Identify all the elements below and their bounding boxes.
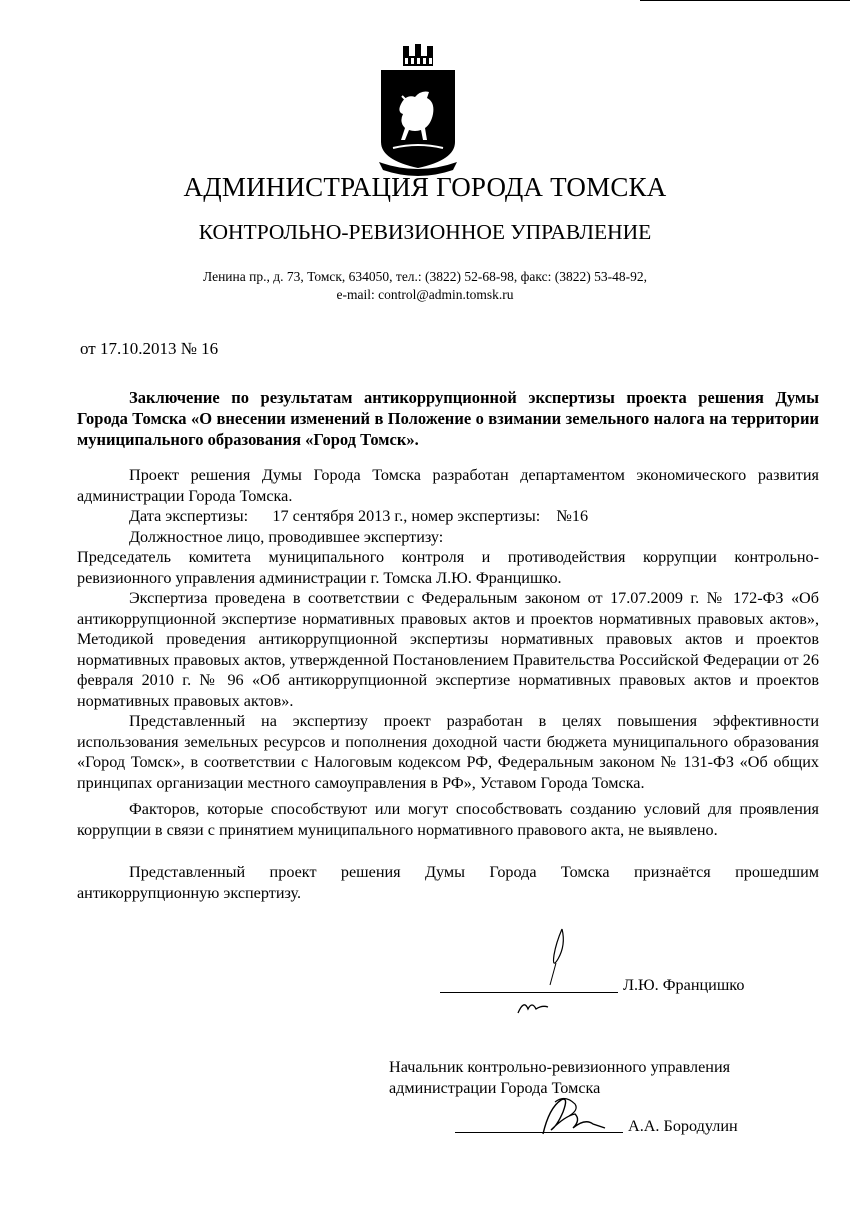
handwritten-signature-1 <box>500 925 590 1020</box>
official-label: Должностное лицо, проводившее экспертизу: <box>129 527 444 546</box>
paragraph-purpose: Представленный на экспертизу проект разработан в целях повышения эффективности использования земельных ресурсов и пополнения доходной части бюджета муниципального образования «Город Томск», в соответствии с Налоговым кодексом РФ, Федеральным законом № 131-ФЗ «Об общих принципах организации местного самоуправления в РФ», Уставом Города Томска. <box>77 712 819 792</box>
department-name: КОНТРОЛЬНО-РЕВИЗИОННОЕ УПРАВЛЕНИЕ <box>198 220 652 244</box>
address-line: Ленина пр., д. 73, Томск, 634050, тел.: (3822) 52-68-98, факс: (3822) 53-48-92, <box>203 269 647 284</box>
document-date-number: от 17.10.2013 № 16 <box>80 339 219 358</box>
signature-line-2 <box>455 1132 623 1133</box>
crown-icon <box>403 44 433 66</box>
coat-of-arms-emblem <box>373 42 463 177</box>
document-title: Заключение по результатам антикоррупционной экспертизы проекта решения Думы Города Томска «О внесении изменений в Положение о взимании земельного налога на территории муниципального образования «Город Томск». <box>77 388 819 449</box>
email-line: e-mail: control@admin.tomsk.ru <box>336 287 514 302</box>
signer-name-2: А.А. Бородулин <box>628 1117 738 1135</box>
paragraph-legal-basis: Экспертиза проведена в соответствии с Федеральным законом от 17.07.2009 г. № 172-ФЗ «Об антикоррупционной экспертизе нормативных правовых актов и проектов нормативных правовых актов», Методикой проведения антикоррупционной экспертизы нормативных правовых актов и проектов нормативных правовых актов, утвержденной Постановлением Правительства Российской Федерации от 26 февраля 2010 г. № 96 «Об антикоррупционной экспертизе нормативных правовых актов и проектов нормативных правовых актов». <box>77 589 819 710</box>
paragraph-developer: Проект решения Думы Города Томска разработан департаментом экономического развития администрации Города Томска. <box>77 466 819 505</box>
document-body <box>77 465 819 903</box>
signature-line-1 <box>440 992 618 993</box>
signer-name-1: Л.Ю. Францишко <box>623 976 745 994</box>
official-name: Председатель комитета муниципального контроля и противодействия коррупции контрольно-ревизионного управления администрации г. Томска Л.Ю. Францишко. <box>77 548 819 587</box>
contact-block <box>0 268 850 304</box>
paragraph-conclusion: Представленный проект решения Думы Города Томска признаётся прошедшим антикоррупционную экспертизу. <box>77 863 819 902</box>
organization-name: АДМИНИСТРАЦИЯ ГОРОДА ТОМСКА <box>183 172 667 202</box>
expertise-date-line <box>77 506 819 527</box>
top-edge-line <box>640 0 850 1</box>
paragraph-factors: Факторов, которые способствуют или могут способствовать созданию условий для проявления коррупции в связи с принятием муниципального нормативного правового акта, не выявлено. <box>77 800 819 839</box>
expertise-number: №16 <box>556 507 589 525</box>
chief-title-line-1: Начальник контрольно-ревизионного управления <box>389 1058 731 1076</box>
expertise-date-label: Дата экспертизы: <box>129 507 249 525</box>
expertise-date-value: 17 сентября 2013 г., номер экспертизы: <box>272 507 541 525</box>
chief-title-line-2: администрации Города Томска <box>389 1078 601 1097</box>
